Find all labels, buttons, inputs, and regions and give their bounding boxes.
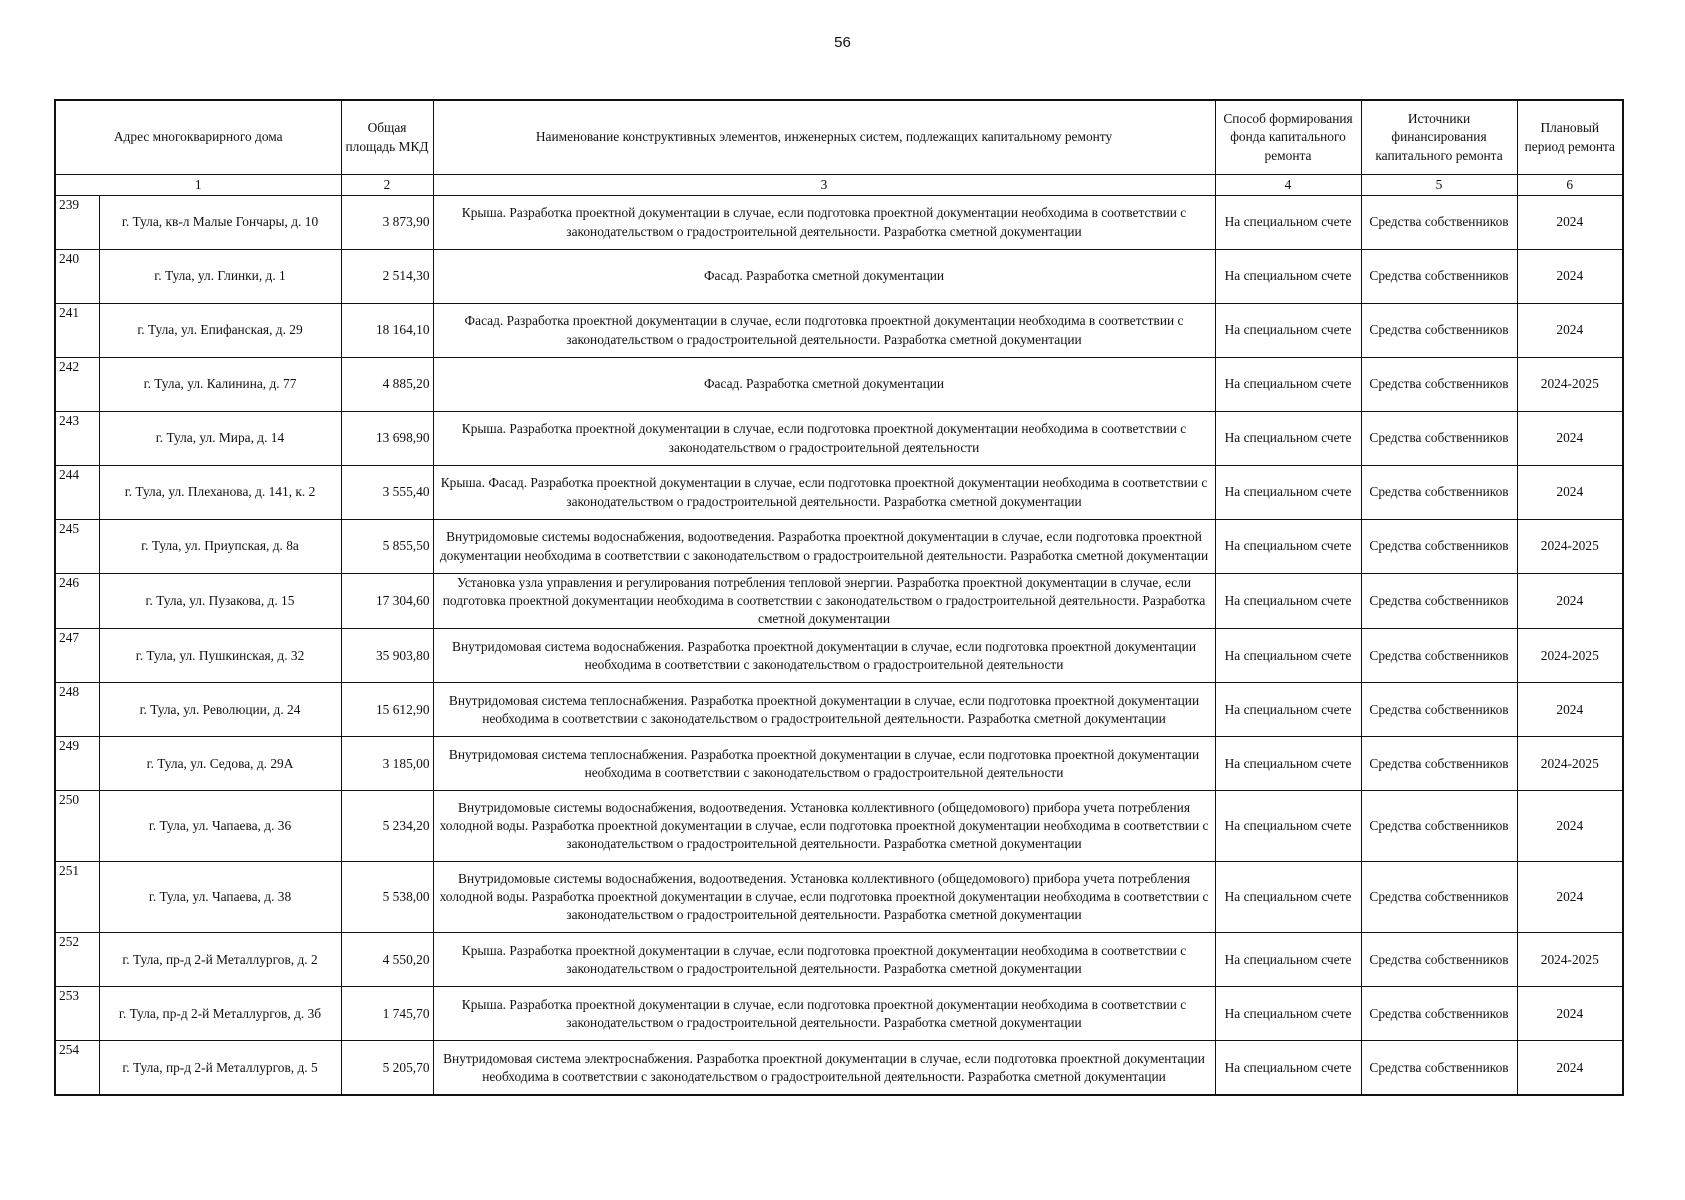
area-cell: 18 164,10 — [341, 304, 433, 358]
period-cell: 2024 — [1517, 196, 1623, 250]
period-cell: 2024-2025 — [1517, 358, 1623, 412]
address-cell: г. Тула, ул. Приупская, д. 8а — [99, 520, 341, 574]
works-cell: Установка узла управления и регулирования потребления тепловой энергии. Разработка проектной документации в случае, если подготовка проектной документации необходима в соответствии с законодательством о градостроительной деятельности. Разработка сметной документации — [433, 574, 1215, 629]
area-cell: 3 555,40 — [341, 466, 433, 520]
column-number: 5 — [1361, 175, 1517, 196]
method-cell: На специальном счете — [1215, 574, 1361, 629]
row-number: 247 — [55, 629, 99, 683]
table-row — [55, 737, 1623, 791]
address-cell: г. Тула, пр-д 2-й Металлургов, д. 5 — [99, 1041, 341, 1096]
row-number: 249 — [55, 737, 99, 791]
period-cell: 2024 — [1517, 683, 1623, 737]
area-cell: 5 234,20 — [341, 791, 433, 862]
table-row — [55, 412, 1623, 466]
address-cell: г. Тула, ул. Чапаева, д. 38 — [99, 862, 341, 933]
header-sources: Источники финансирования капитального ремонта — [1361, 100, 1517, 175]
works-cell: Внутридомовые системы водоснабжения, водоотведения. Установка коллективного (общедомового) прибора учета потребления холодной воды. Разработка проектной документации в случае, если подготовка проектной документации необходима в соответствии с законодательством о градостроительной деятельности. Разработка сметной документации — [433, 791, 1215, 862]
period-cell: 2024 — [1517, 574, 1623, 629]
works-cell: Крыша. Разработка проектной документации в случае, если подготовка проектной документации необходима в соответствии с законодательством о градостроительной деятельности. Разработка сметной документации — [433, 933, 1215, 987]
method-cell: На специальном счете — [1215, 304, 1361, 358]
area-cell: 1 745,70 — [341, 987, 433, 1041]
area-cell: 5 855,50 — [341, 520, 433, 574]
period-cell: 2024-2025 — [1517, 737, 1623, 791]
table-row — [55, 574, 1623, 629]
method-cell: На специальном счете — [1215, 466, 1361, 520]
works-cell: Внутридомовая система теплоснабжения. Разработка проектной документации в случае, если подготовка проектной документации необходима в соответствии с законодательством о градостроительной деятельности. Разработка сметной документации — [433, 683, 1215, 737]
row-number: 241 — [55, 304, 99, 358]
area-cell: 35 903,80 — [341, 629, 433, 683]
table-row — [55, 933, 1623, 987]
works-cell: Внутридомовая система теплоснабжения. Разработка проектной документации в случае, если подготовка проектной документации необходима в соответствии с законодательством о градостроительной деятельности — [433, 737, 1215, 791]
works-cell: Фасад. Разработка проектной документации в случае, если подготовка проектной документации необходима в соответствии с законодательством о градостроительной деятельности. Разработка сметной документации — [433, 304, 1215, 358]
source-cell: Средства собственников — [1361, 574, 1517, 629]
row-number: 239 — [55, 196, 99, 250]
works-cell: Внутридомовая система электроснабжения. Разработка проектной документации в случае, если подготовка проектной документации необходима в соответствии с законодательством о градостроительной деятельности. Разработка сметной документации — [433, 1041, 1215, 1096]
period-cell: 2024 — [1517, 412, 1623, 466]
area-cell: 5 205,70 — [341, 1041, 433, 1096]
works-cell: Крыша. Фасад. Разработка проектной документации в случае, если подготовка проектной документации необходима в соответствии с законодательством о градостроительной деятельности. Разработка сметной документации — [433, 466, 1215, 520]
page-number: 56 — [834, 34, 851, 51]
area-cell: 13 698,90 — [341, 412, 433, 466]
table-row — [55, 862, 1623, 933]
table-row — [55, 987, 1623, 1041]
source-cell: Средства собственников — [1361, 196, 1517, 250]
table-row — [55, 466, 1623, 520]
row-number: 242 — [55, 358, 99, 412]
source-cell: Средства собственников — [1361, 737, 1517, 791]
table-header — [55, 100, 1623, 196]
works-cell: Фасад. Разработка сметной документации — [433, 250, 1215, 304]
address-cell: г. Тула, ул. Пузакова, д. 15 — [99, 574, 341, 629]
method-cell: На специальном счете — [1215, 987, 1361, 1041]
source-cell: Средства собственников — [1361, 683, 1517, 737]
method-cell: На специальном счете — [1215, 412, 1361, 466]
column-number: 6 — [1517, 175, 1623, 196]
method-cell: На специальном счете — [1215, 196, 1361, 250]
area-cell: 2 514,30 — [341, 250, 433, 304]
area-cell: 15 612,90 — [341, 683, 433, 737]
address-cell: г. Тула, ул. Чапаева, д. 36 — [99, 791, 341, 862]
source-cell: Средства собственников — [1361, 862, 1517, 933]
works-cell: Внутридомовые системы водоснабжения, водоотведения. Разработка проектной документации в случае, если подготовка проектной документации необходима в соответствии с законодательством о градостроительной деятельности. Разработка сметной документации — [433, 520, 1215, 574]
address-cell: г. Тула, пр-д 2-й Металлургов, д. 2 — [99, 933, 341, 987]
works-cell: Крыша. Разработка проектной документации в случае, если подготовка проектной документации необходима в соответствии с законодательством о градостроительной деятельности. Разработка сметной документации — [433, 987, 1215, 1041]
row-number: 240 — [55, 250, 99, 304]
method-cell: На специальном счете — [1215, 791, 1361, 862]
address-cell: г. Тула, ул. Плеханова, д. 141, к. 2 — [99, 466, 341, 520]
row-number: 248 — [55, 683, 99, 737]
table-row — [55, 791, 1623, 862]
period-cell: 2024 — [1517, 304, 1623, 358]
source-cell: Средства собственников — [1361, 250, 1517, 304]
header-elements: Наименование конструктивных элементов, инженерных систем, подлежащих капитальному ремонту — [433, 100, 1215, 175]
area-cell: 5 538,00 — [341, 862, 433, 933]
address-cell: г. Тула, пр-д 2-й Металлургов, д. 3б — [99, 987, 341, 1041]
header-area: Общая площадь МКД — [341, 100, 433, 175]
source-cell: Средства собственников — [1361, 304, 1517, 358]
source-cell: Средства собственников — [1361, 791, 1517, 862]
source-cell: Средства собственников — [1361, 412, 1517, 466]
source-cell: Средства собственников — [1361, 629, 1517, 683]
table-row — [55, 629, 1623, 683]
header-period: Плановый период ремонта — [1517, 100, 1623, 175]
method-cell: На специальном счете — [1215, 250, 1361, 304]
method-cell: На специальном счете — [1215, 862, 1361, 933]
source-cell: Средства собственников — [1361, 358, 1517, 412]
repair-plan-table — [54, 99, 1624, 1096]
row-number: 250 — [55, 791, 99, 862]
header-method: Способ формирования фонда капитального ремонта — [1215, 100, 1361, 175]
column-number: 2 — [341, 175, 433, 196]
works-cell: Внутридомовые системы водоснабжения, водоотведения. Установка коллективного (общедомового) прибора учета потребления холодной воды. Разработка проектной документации в случае, если подготовка проектной документации необходима в соответствии с законодательством о градостроительной деятельности. Разработка сметной документации — [433, 862, 1215, 933]
address-cell: г. Тула, ул. Глинки, д. 1 — [99, 250, 341, 304]
works-cell: Крыша. Разработка проектной документации в случае, если подготовка проектной документации необходима в соответствии с законодательством о градостроительной деятельности — [433, 412, 1215, 466]
period-cell: 2024-2025 — [1517, 520, 1623, 574]
table-row — [55, 520, 1623, 574]
table-row — [55, 196, 1623, 250]
source-cell: Средства собственников — [1361, 987, 1517, 1041]
area-cell: 3 873,90 — [341, 196, 433, 250]
address-cell: г. Тула, ул. Епифанская, д. 29 — [99, 304, 341, 358]
source-cell: Средства собственников — [1361, 466, 1517, 520]
address-cell: г. Тула, ул. Калинина, д. 77 — [99, 358, 341, 412]
column-number: 3 — [433, 175, 1215, 196]
row-number: 244 — [55, 466, 99, 520]
address-cell: г. Тула, ул. Мира, д. 14 — [99, 412, 341, 466]
table-row — [55, 1041, 1623, 1096]
table-row — [55, 250, 1623, 304]
address-cell: г. Тула, ул. Революции, д. 24 — [99, 683, 341, 737]
area-cell: 4 885,20 — [341, 358, 433, 412]
period-cell: 2024 — [1517, 1041, 1623, 1096]
source-cell: Средства собственников — [1361, 933, 1517, 987]
period-cell: 2024 — [1517, 987, 1623, 1041]
area-cell: 17 304,60 — [341, 574, 433, 629]
period-cell: 2024 — [1517, 466, 1623, 520]
works-cell: Внутридомовая система водоснабжения. Разработка проектной документации в случае, если подготовка проектной документации необходима в соответствии с законодательством о градостроительной деятельности — [433, 629, 1215, 683]
method-cell: На специальном счете — [1215, 683, 1361, 737]
source-cell: Средства собственников — [1361, 1041, 1517, 1096]
period-cell: 2024-2025 — [1517, 933, 1623, 987]
column-number: 1 — [55, 175, 341, 196]
table-body — [55, 196, 1623, 1096]
method-cell: На специальном счете — [1215, 1041, 1361, 1096]
row-number: 251 — [55, 862, 99, 933]
method-cell: На специальном счете — [1215, 737, 1361, 791]
address-cell: г. Тула, кв-л Малые Гончары, д. 10 — [99, 196, 341, 250]
table-row — [55, 683, 1623, 737]
row-number: 246 — [55, 574, 99, 629]
row-number: 253 — [55, 987, 99, 1041]
works-cell: Крыша. Разработка проектной документации в случае, если подготовка проектной документации необходима в соответствии с законодательством о градостроительной деятельности. Разработка сметной документации — [433, 196, 1215, 250]
row-number: 254 — [55, 1041, 99, 1096]
method-cell: На специальном счете — [1215, 933, 1361, 987]
table-row — [55, 304, 1623, 358]
area-cell: 3 185,00 — [341, 737, 433, 791]
method-cell: На специальном счете — [1215, 358, 1361, 412]
period-cell: 2024 — [1517, 250, 1623, 304]
period-cell: 2024 — [1517, 791, 1623, 862]
method-cell: На специальном счете — [1215, 629, 1361, 683]
period-cell: 2024-2025 — [1517, 629, 1623, 683]
method-cell: На специальном счете — [1215, 520, 1361, 574]
row-number: 245 — [55, 520, 99, 574]
works-cell: Фасад. Разработка сметной документации — [433, 358, 1215, 412]
row-number: 243 — [55, 412, 99, 466]
address-cell: г. Тула, ул. Пушкинская, д. 32 — [99, 629, 341, 683]
column-numbers-row — [55, 175, 1623, 196]
table-row — [55, 358, 1623, 412]
address-cell: г. Тула, ул. Седова, д. 29А — [99, 737, 341, 791]
area-cell: 4 550,20 — [341, 933, 433, 987]
row-number: 252 — [55, 933, 99, 987]
column-number: 4 — [1215, 175, 1361, 196]
source-cell: Средства собственников — [1361, 520, 1517, 574]
period-cell: 2024 — [1517, 862, 1623, 933]
header-address: Адрес многоквариpного дома — [55, 100, 341, 175]
